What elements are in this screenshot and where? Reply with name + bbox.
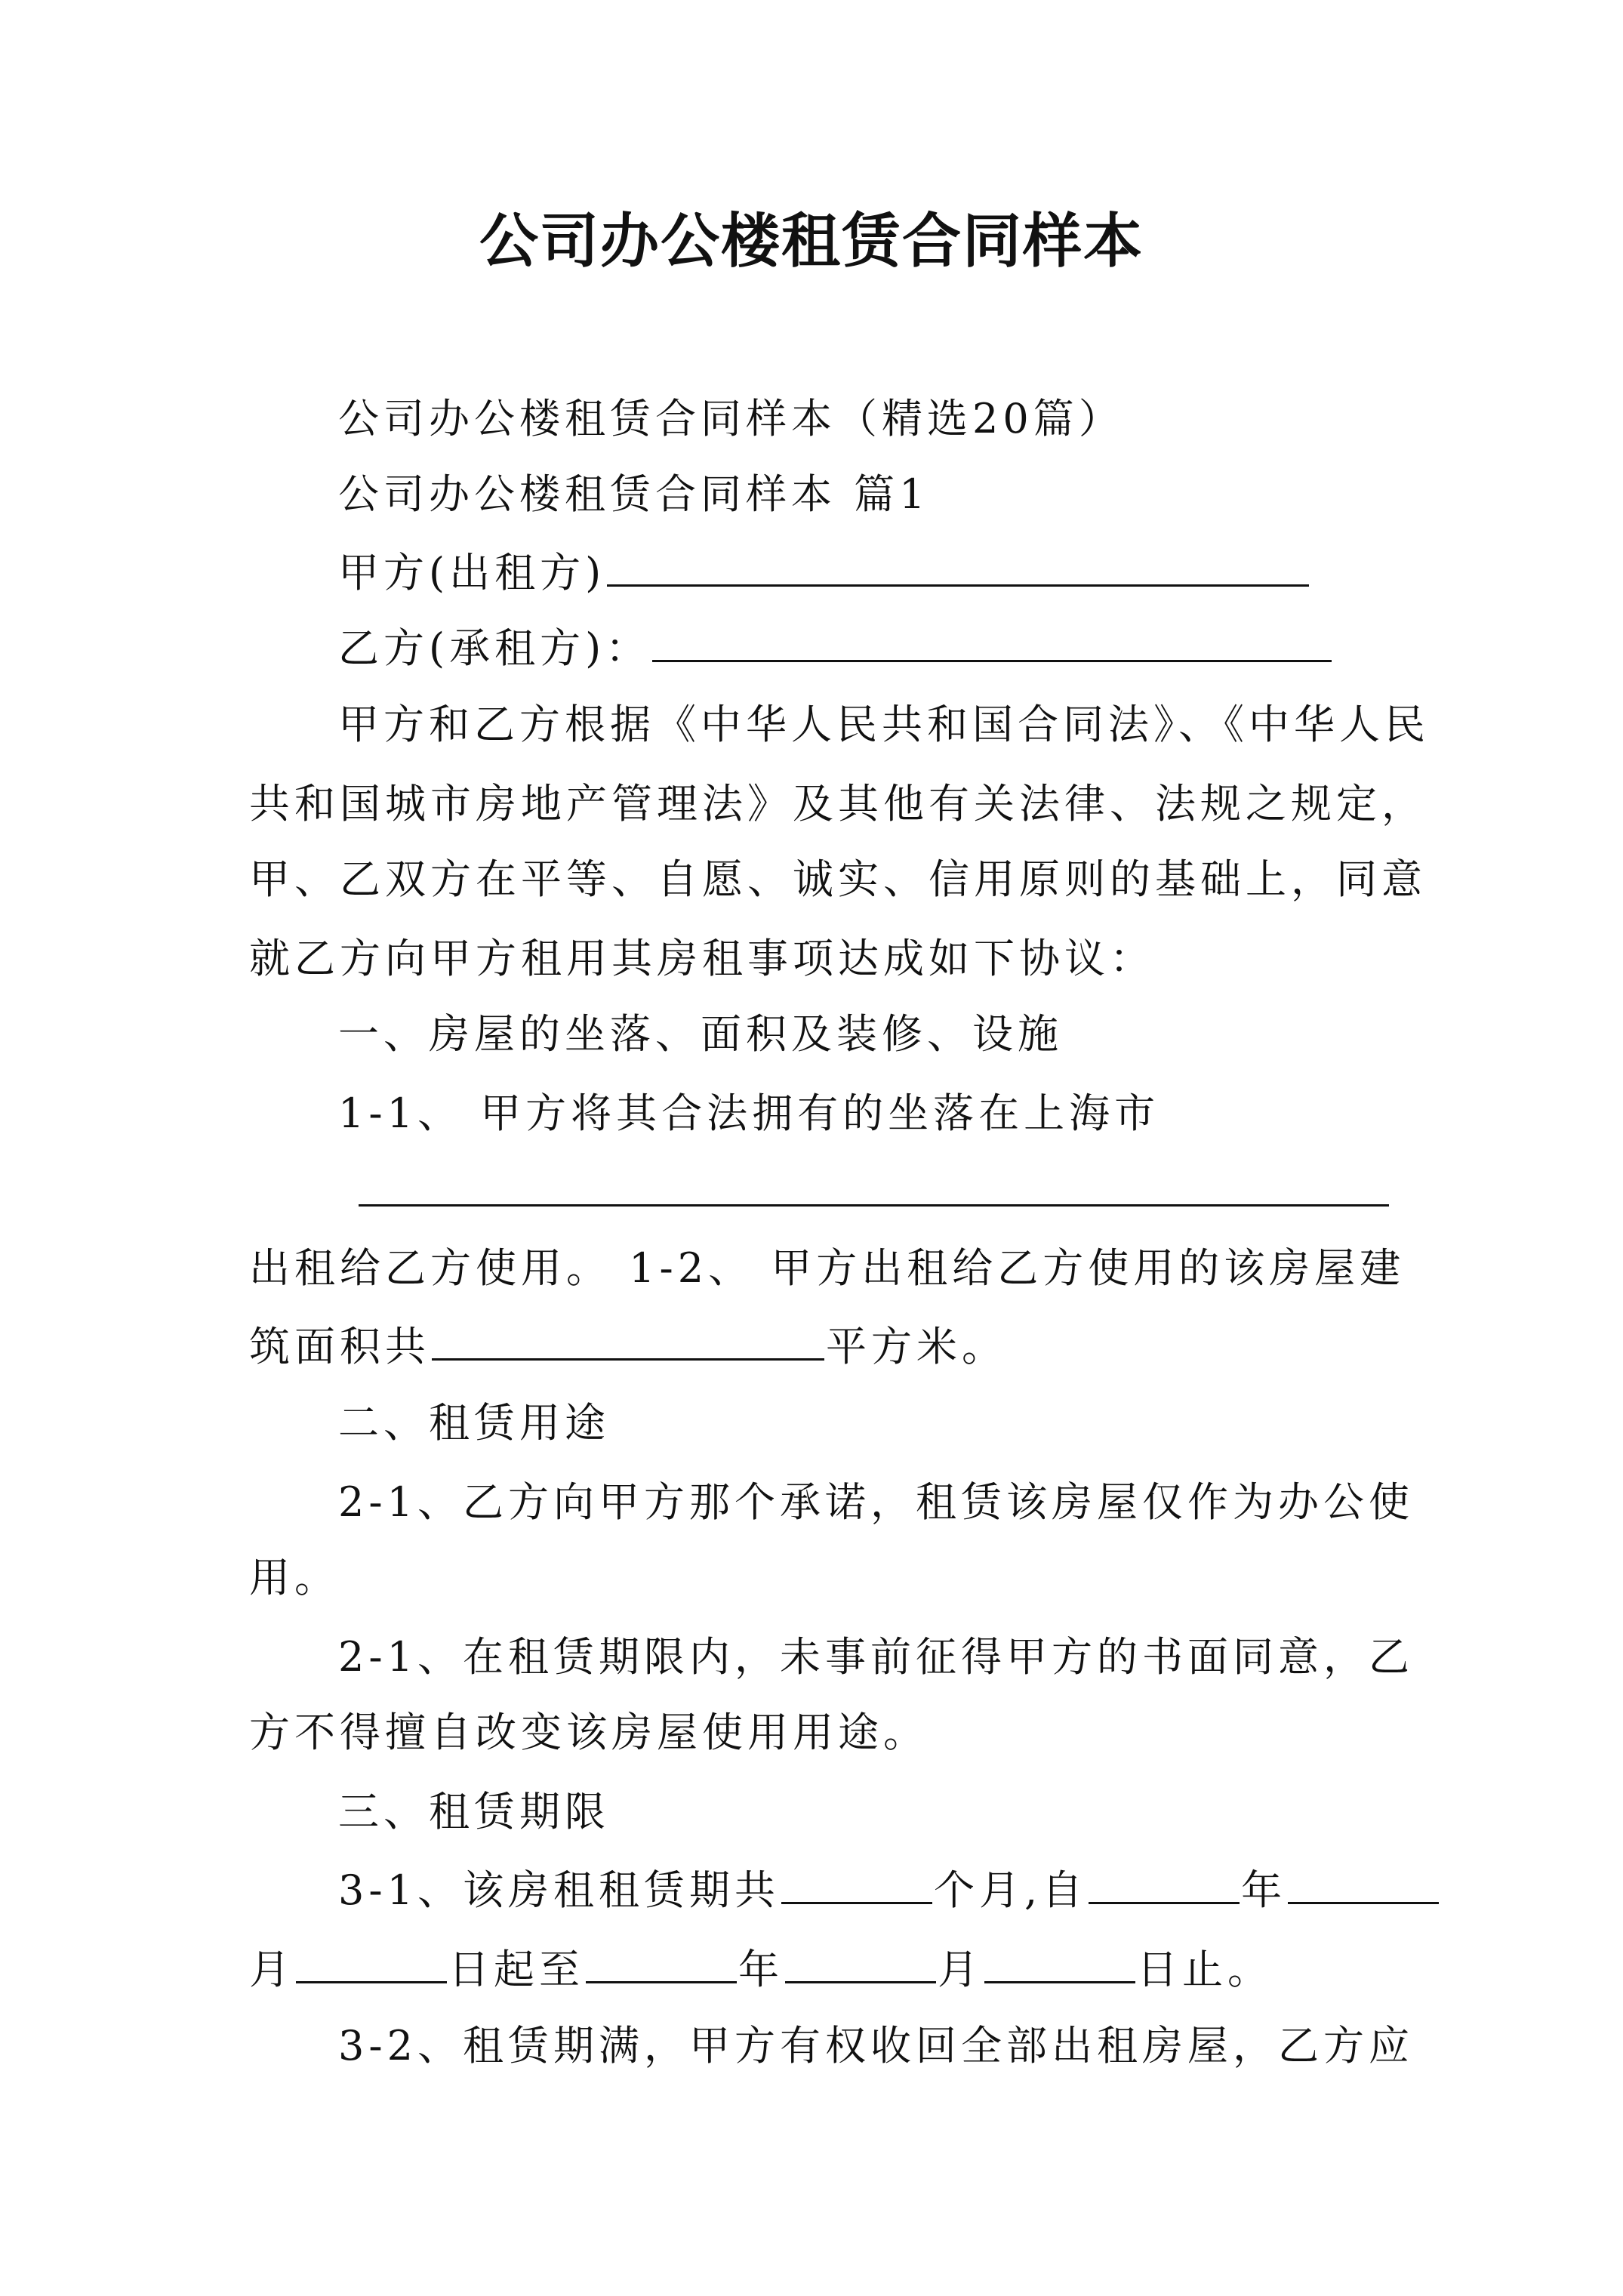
clause-3-1-line-2: [249, 1940, 1273, 1996]
party-a-line: [338, 544, 1310, 599]
party-b-line: [338, 619, 1333, 675]
area-blank: [432, 1318, 824, 1361]
address-blank: [359, 1204, 1389, 1207]
party-a-blank: [607, 544, 1309, 587]
clause-3-1-line-1: [338, 1861, 1440, 1917]
start-day-unit: 日起至: [448, 1946, 584, 1993]
start-month-blank: [1288, 1861, 1439, 1904]
term-months-unit: 个月,自: [933, 1866, 1088, 1914]
subtitle: 公司办公楼租赁合同样本（精选20篇）: [338, 395, 1124, 442]
intro-line-2: 共和国城市房地产管理法》及其他有关法律、法规之规定，: [249, 780, 1427, 827]
end-month-blank: [785, 1940, 936, 1983]
start-year-unit: 年: [1241, 1866, 1287, 1914]
clause-1-1: 1-1、 甲方将其合法拥有的坐落在上海市: [338, 1089, 1160, 1137]
section-1-heading: 一、房屋的坐落、面积及装修、设施: [338, 1010, 1063, 1058]
party-b-label: 乙方(承租方)：: [338, 624, 651, 672]
end-day-blank: [984, 1940, 1135, 1983]
clause-2-2-line-1: 2-1、在租赁期限内，未事前征得甲方的书面同意，乙: [338, 1633, 1414, 1681]
clause-1-2-line-2: [249, 1318, 1007, 1373]
end-day-unit: 日止。: [1137, 1946, 1273, 1993]
party-b-blank: [652, 619, 1332, 662]
term-label: 3-1、该房租租赁期共: [338, 1866, 780, 1914]
start-day-blank: [296, 1940, 447, 1983]
clause-2-1-line-1: 2-1、乙方向甲方那个承诺，租赁该房屋仅作为办公使: [338, 1478, 1414, 1526]
end-year-blank: [586, 1940, 737, 1983]
clause-2-1-line-2: 用。: [249, 1554, 340, 1601]
intro-line-4: 就乙方向甲方租用其房租事项达成如下协议：: [249, 935, 1155, 982]
intro-line-3: 甲、乙双方在平等、自愿、诚实、信用原则的基础上，同意: [249, 855, 1427, 903]
start-month-unit: 月: [249, 1946, 294, 1993]
party-a-label: 甲方(出租方): [338, 549, 606, 596]
start-year-blank: [1089, 1861, 1240, 1904]
intro-line-1: 甲方和乙方根据《中华人民共和国合同法》、《中华人民: [338, 701, 1430, 748]
section-3-heading: 三、租赁期限: [338, 1788, 610, 1835]
clause-1-2-line-1: 出租给乙方使用。 1-2、 甲方出租给乙方使用的该房屋建: [249, 1244, 1406, 1292]
area-unit: 平方米。: [826, 1323, 1007, 1370]
area-label: 筑面积共: [249, 1323, 430, 1370]
end-month-unit: 月: [938, 1946, 983, 1993]
end-year-unit: 年: [738, 1946, 784, 1993]
document-title: 公司办公楼租赁合同样本: [479, 207, 1144, 276]
clause-3-2: 3-2、租赁期满，甲方有权收回全部出租房屋，乙方应: [338, 2022, 1414, 2069]
clause-2-2-line-2: 方不得擅自改变该房屋使用用途。: [249, 1709, 929, 1756]
chapter-heading: 公司办公楼租赁合同样本 篇1: [338, 470, 930, 518]
term-months-blank: [781, 1861, 932, 1904]
section-2-heading: 二、租赁用途: [338, 1399, 610, 1447]
